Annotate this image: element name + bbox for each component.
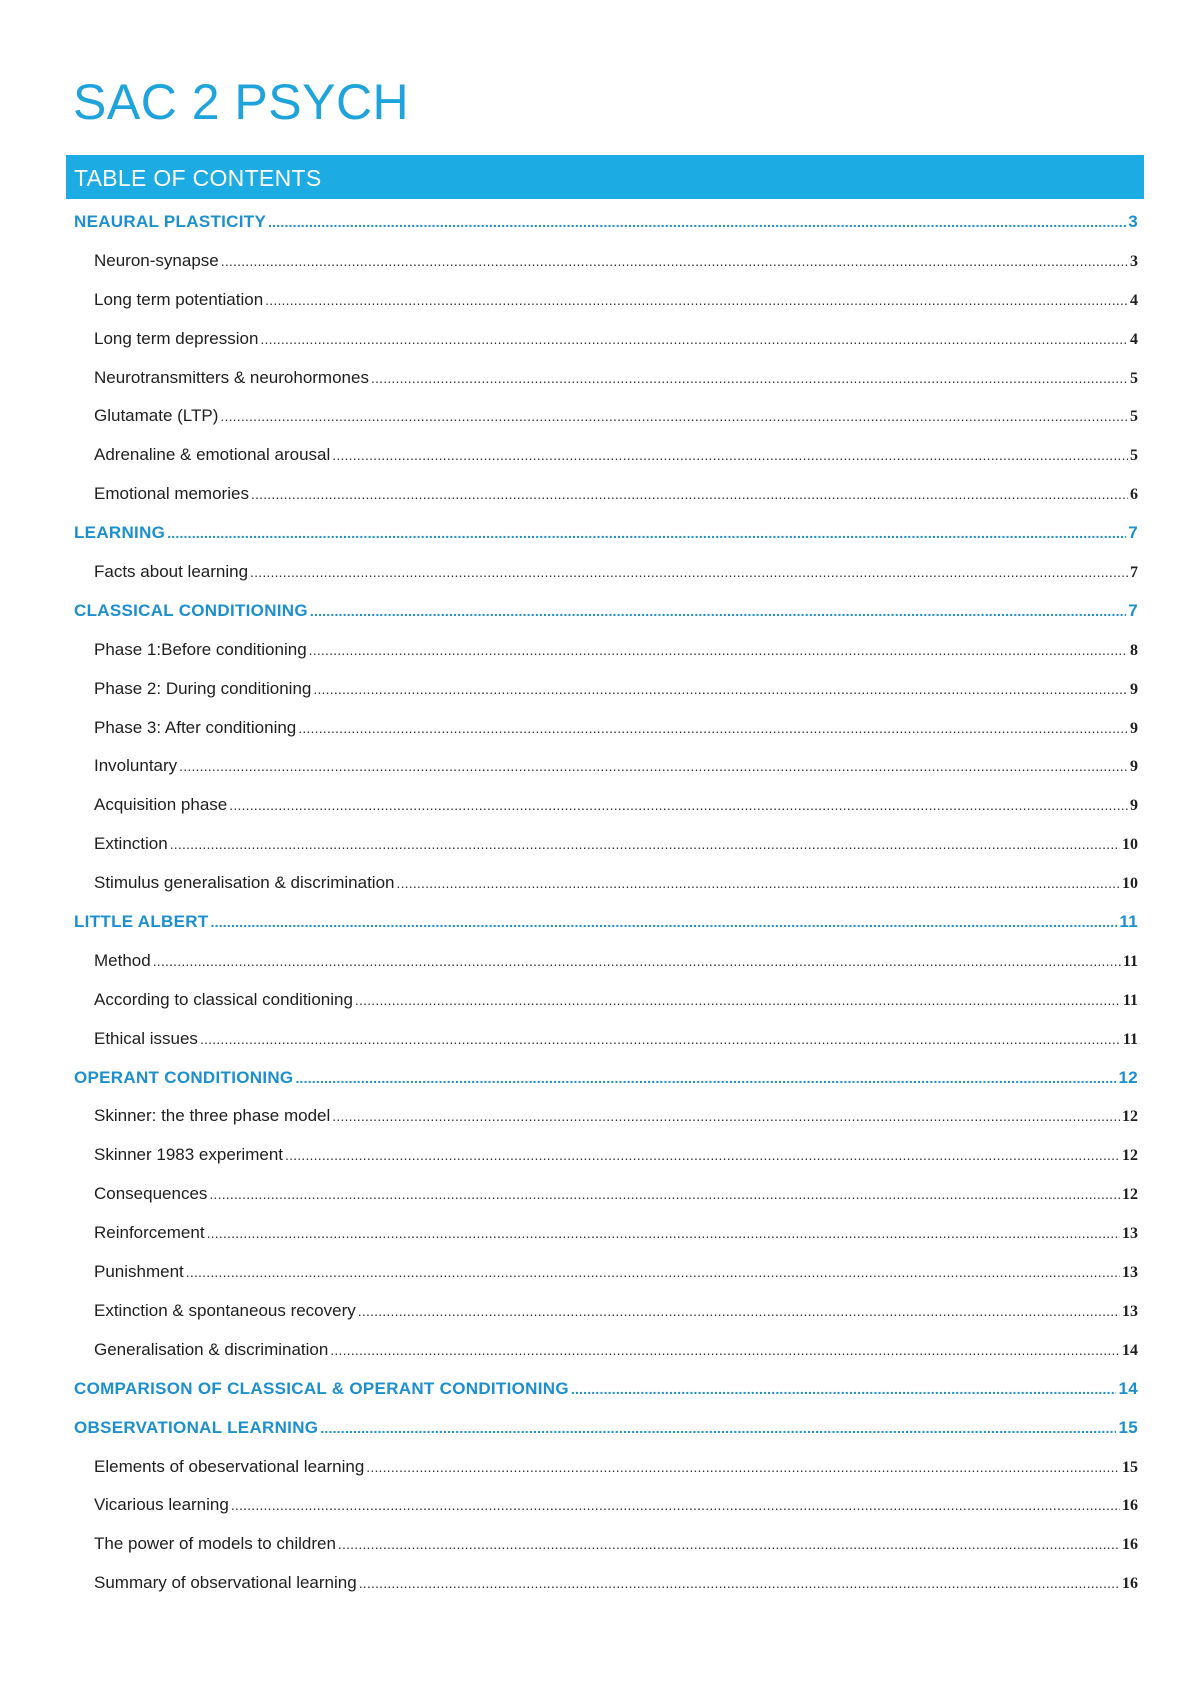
toc-entry-page-number: 7 [1130, 564, 1138, 582]
toc-entry-page-number: 14 [1118, 1378, 1138, 1398]
dot-leader [358, 1292, 1120, 1331]
dot-leader [332, 436, 1128, 475]
toc-section-entry[interactable] [66, 1059, 1144, 1098]
toc-entry-label: Reinforcement [94, 1223, 205, 1243]
toc-subsection-entry[interactable] [66, 981, 1144, 1020]
toc-subsection-entry[interactable] [66, 553, 1144, 592]
toc-entry-label: OPERANT CONDITIONING [74, 1067, 294, 1087]
toc-entry-label: Generalisation & discrimination [94, 1339, 329, 1359]
toc-entry-page-number: 11 [1122, 1030, 1138, 1048]
dot-leader [285, 1136, 1120, 1175]
toc-entry-label: Phase 3: After conditioning [94, 717, 297, 737]
toc-entry-page-number: 5 [1130, 447, 1138, 465]
dot-leader [295, 1059, 1116, 1098]
dot-leader [265, 281, 1128, 320]
dot-leader [220, 397, 1128, 436]
dot-leader [221, 242, 1128, 281]
dot-leader [309, 631, 1128, 670]
toc-entry-label: Involuntary [94, 756, 178, 776]
dot-leader [313, 670, 1128, 709]
toc-entry-label: Phase 2: During conditioning [94, 678, 312, 698]
toc-entry-label: Vicarious learning [94, 1495, 229, 1515]
toc-entry-label: Punishment [94, 1262, 184, 1282]
dot-leader [310, 592, 1126, 631]
toc-entry-page-number: 10 [1122, 836, 1138, 854]
toc-entry-page-number: 6 [1130, 486, 1138, 504]
dot-leader [211, 903, 1118, 942]
dot-leader [153, 942, 1121, 981]
toc-entry-page-number: 7 [1128, 523, 1138, 543]
toc-entry-page-number: 13 [1122, 1264, 1138, 1282]
toc-entry-label: Facts about learning [94, 562, 249, 582]
toc-entry-label: NEAURAL PLASTICITY [74, 212, 267, 231]
toc-entry-page-number: 9 [1130, 758, 1138, 776]
toc-subsection-entry[interactable] [66, 1175, 1144, 1214]
dot-leader [355, 981, 1121, 1020]
toc-heading: TABLE OF CONTENTS [66, 155, 1144, 199]
toc-entry-label: Neuron-synapse [94, 250, 219, 270]
dot-leader [209, 1175, 1120, 1214]
toc-subsection-entry[interactable] [66, 281, 1144, 320]
toc-entry-page-number: 3 [1130, 252, 1138, 270]
dot-leader [396, 864, 1120, 903]
dot-leader [186, 1253, 1120, 1292]
toc-section-entry[interactable] [66, 592, 1144, 631]
toc-subsection-entry[interactable] [66, 1564, 1144, 1603]
toc-section-entry[interactable] [66, 1409, 1144, 1448]
toc-entry-page-number: 15 [1118, 1417, 1138, 1437]
toc-subsection-entry[interactable] [66, 1292, 1144, 1331]
toc-entry-page-number: 3 [1128, 212, 1138, 231]
toc-subsection-entry[interactable] [66, 747, 1144, 786]
toc-entry-label: The power of models to children [94, 1534, 336, 1554]
toc-entry-label: Extinction [94, 834, 168, 854]
toc-entry-label: According to classical conditioning [94, 989, 353, 1009]
toc-section-entry[interactable] [66, 203, 1144, 242]
toc-subsection-entry[interactable] [66, 709, 1144, 748]
toc-entry-page-number: 4 [1130, 330, 1138, 348]
document-page [66, 70, 1144, 1603]
dot-leader [207, 1214, 1120, 1253]
toc-entry-page-number: 12 [1122, 1186, 1138, 1204]
toc-entry-page-number: 12 [1122, 1147, 1138, 1165]
dot-leader [330, 1331, 1120, 1370]
toc-entry-label: Glutamate (LTP) [94, 406, 219, 426]
toc-entry-page-number: 4 [1130, 291, 1138, 309]
toc-subsection-entry[interactable] [66, 670, 1144, 709]
toc-subsection-entry[interactable] [66, 436, 1144, 475]
toc-subsection-entry[interactable] [66, 1097, 1144, 1136]
toc-entry-label: Phase 1:Before conditioning [94, 639, 307, 659]
toc-subsection-entry[interactable] [66, 786, 1144, 825]
toc-entry-label: Summary of observational learning [94, 1573, 357, 1593]
toc-entry-label: Acquisition phase [94, 795, 228, 815]
dot-leader [200, 1020, 1121, 1059]
toc-entry-label: LEARNING [74, 523, 166, 543]
toc-entry-page-number: 5 [1130, 369, 1138, 387]
toc-entry-page-number: 5 [1130, 408, 1138, 426]
toc-subsection-entry[interactable] [66, 631, 1144, 670]
toc-entry-label: Consequences [94, 1184, 208, 1204]
toc-entry-label: Method [94, 950, 151, 970]
toc-entry-page-number: 7 [1128, 600, 1138, 620]
dot-leader [366, 1448, 1120, 1487]
toc-entry-page-number: 10 [1122, 875, 1138, 893]
dot-leader [338, 1525, 1120, 1564]
dot-leader [231, 1486, 1120, 1525]
toc-entry-label: Emotional memories [94, 484, 249, 504]
toc-entry-page-number: 11 [1122, 952, 1138, 970]
toc-entry-page-number: 9 [1130, 719, 1138, 737]
toc-entry-page-number: 16 [1122, 1536, 1138, 1554]
toc-entry-label: Skinner: the three phase model [94, 1106, 331, 1126]
dot-leader [571, 1370, 1117, 1409]
toc-entry-page-number: 8 [1130, 641, 1138, 659]
toc-entry-page-number: 12 [1122, 1108, 1138, 1126]
toc-entry-page-number: 9 [1130, 797, 1138, 815]
toc-entry-label: OBSERVATIONAL LEARNING [74, 1417, 319, 1437]
toc-subsection-entry[interactable] [66, 320, 1144, 359]
dot-leader [251, 475, 1128, 514]
toc-subsection-entry[interactable] [66, 242, 1144, 281]
toc-entry-label: Stimulus generalisation & discrimination [94, 873, 395, 893]
toc-subsection-entry[interactable] [66, 1331, 1144, 1370]
toc-entry-label: Neurotransmitters & neurohormones [94, 367, 369, 387]
toc-entry-label: Elements of obeservational learning [94, 1456, 365, 1476]
toc-entry-page-number: 16 [1122, 1575, 1138, 1593]
toc-subsection-entry[interactable] [66, 1486, 1144, 1525]
toc-subsection-entry[interactable] [66, 475, 1144, 514]
table-of-contents [66, 203, 1144, 1603]
toc-entry-page-number: 11 [1119, 912, 1138, 932]
toc-section-entry[interactable] [66, 903, 1144, 942]
toc-subsection-entry[interactable] [66, 397, 1144, 436]
toc-entry-page-number: 12 [1118, 1067, 1138, 1087]
toc-subsection-entry[interactable] [66, 1448, 1144, 1487]
dot-leader [332, 1097, 1120, 1136]
toc-entry-label: Extinction & spontaneous recovery [94, 1300, 356, 1320]
toc-entry-page-number: 14 [1122, 1341, 1138, 1359]
toc-subsection-entry[interactable] [66, 359, 1144, 398]
toc-entry-label: Long term depression [94, 328, 259, 348]
toc-subsection-entry[interactable] [66, 1020, 1144, 1059]
toc-entry-page-number: 13 [1122, 1225, 1138, 1243]
toc-subsection-entry[interactable] [66, 942, 1144, 981]
dot-leader [229, 786, 1128, 825]
toc-entry-label: Long term potentiation [94, 289, 264, 309]
dot-leader [250, 553, 1128, 592]
dot-leader [260, 320, 1128, 359]
toc-entry-label: Skinner 1983 experiment [94, 1145, 284, 1165]
toc-subsection-entry[interactable] [66, 1253, 1144, 1292]
toc-entry-page-number: 11 [1122, 991, 1138, 1009]
toc-section-entry[interactable] [66, 1370, 1144, 1409]
toc-section-entry[interactable] [66, 514, 1144, 553]
toc-entry-label: Adrenaline & emotional arousal [94, 445, 331, 465]
toc-entry-page-number: 15 [1122, 1458, 1138, 1476]
dot-leader [170, 825, 1120, 864]
toc-entry-label: LITTLE ALBERT [74, 912, 209, 932]
toc-subsection-entry[interactable] [66, 864, 1144, 903]
toc-entry-label: CLASSICAL CONDITIONING [74, 600, 308, 620]
toc-subsection-entry[interactable] [66, 1214, 1144, 1253]
dot-leader [268, 203, 1126, 242]
toc-entry-label: Ethical issues [94, 1028, 198, 1048]
dot-leader [179, 747, 1128, 786]
dot-leader [371, 359, 1128, 398]
toc-entry-page-number: 9 [1130, 680, 1138, 698]
dot-leader [167, 514, 1126, 553]
toc-entry-label: COMPARISON OF CLASSICAL & OPERANT CONDITIONING [74, 1378, 569, 1398]
toc-subsection-entry[interactable] [66, 1525, 1144, 1564]
toc-entry-page-number: 13 [1122, 1302, 1138, 1320]
toc-subsection-entry[interactable] [66, 1136, 1144, 1175]
document-title: SAC 2 PSYCH [73, 74, 410, 130]
dot-leader [298, 709, 1128, 748]
toc-entry-page-number: 16 [1122, 1497, 1138, 1515]
dot-leader [320, 1409, 1116, 1448]
toc-subsection-entry[interactable] [66, 825, 1144, 864]
dot-leader [359, 1564, 1120, 1603]
